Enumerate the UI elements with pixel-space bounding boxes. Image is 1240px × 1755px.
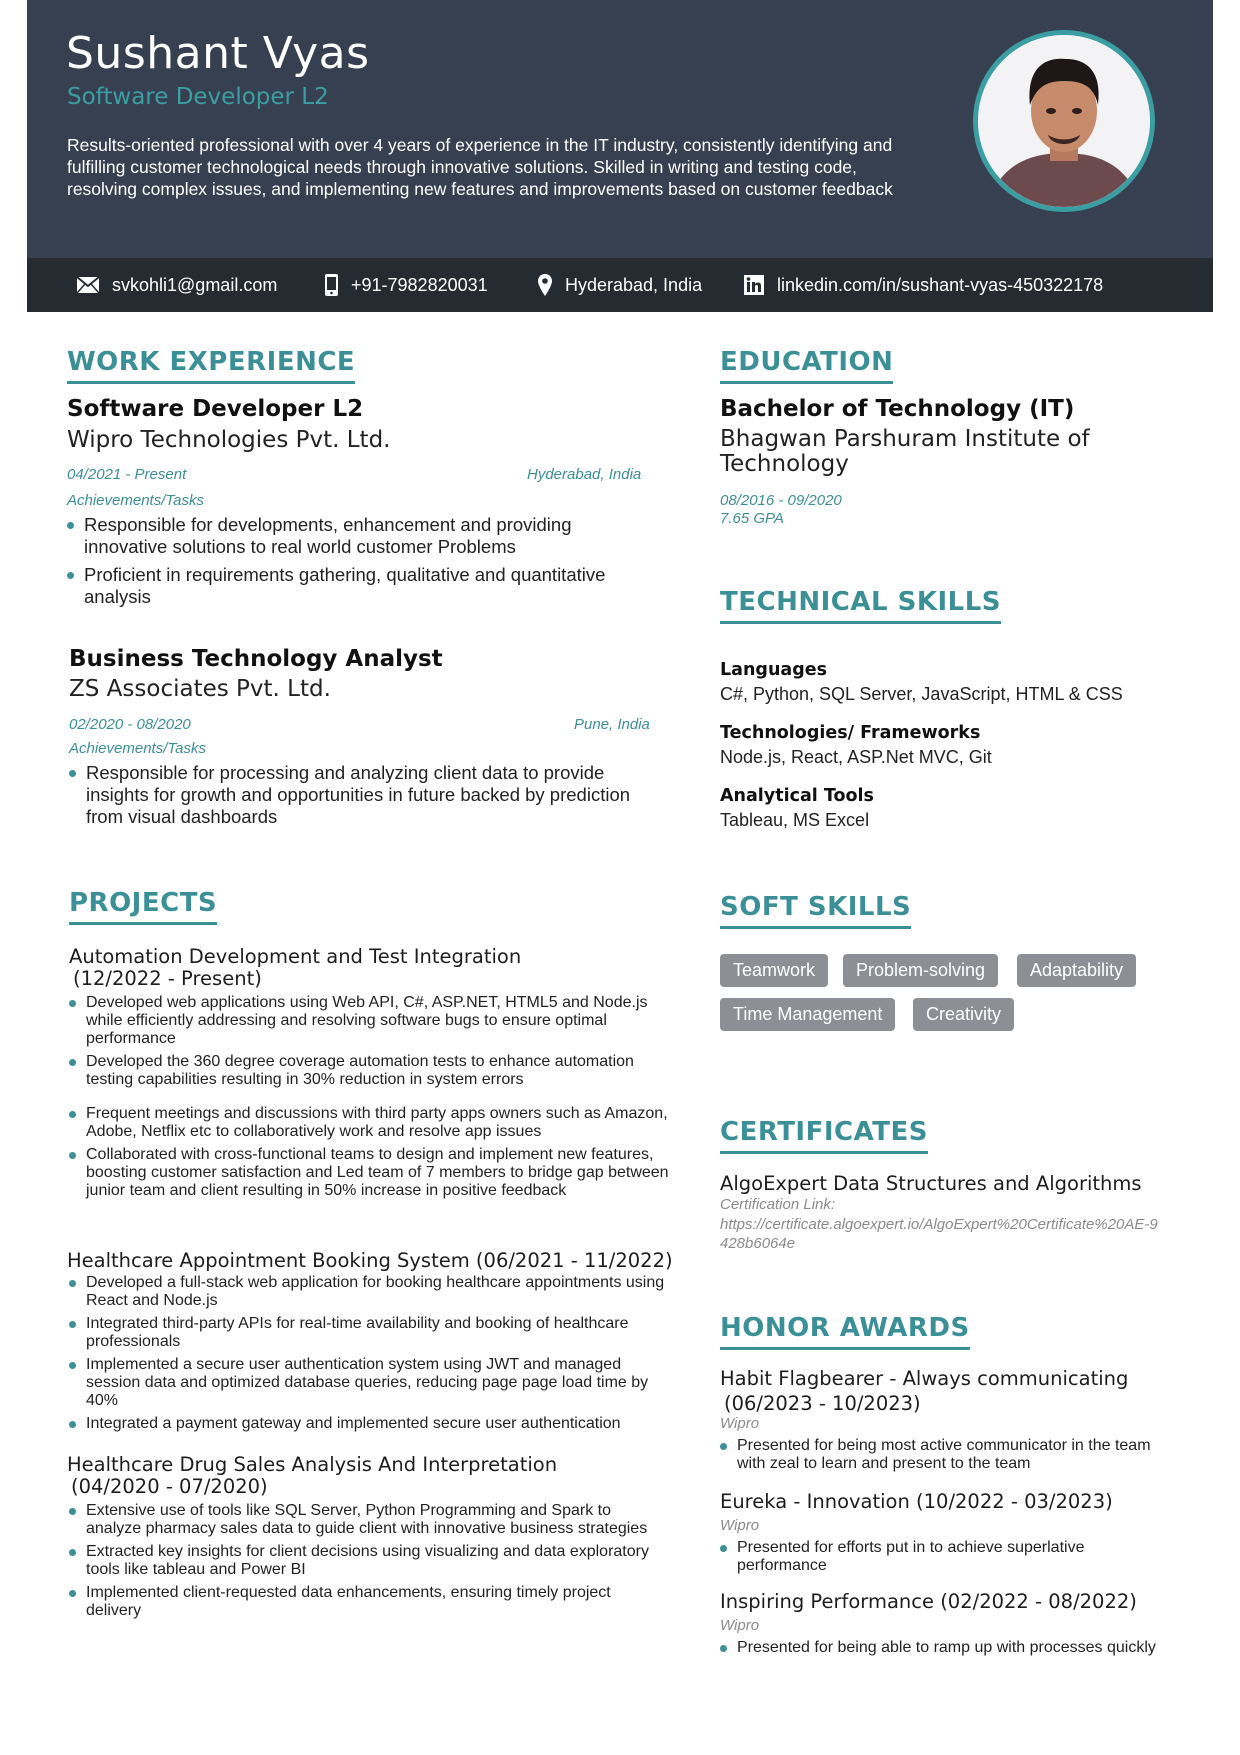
award-1-title	[720, 1366, 1180, 1416]
candidate-name: Sushant Vyas	[66, 28, 370, 79]
list-item: Frequent meetings and discussions with third party apps owners such as Amazon, Adobe, Netflix etc to collaboratively work and resolve app issues	[69, 1105, 669, 1141]
mail-icon	[76, 276, 100, 294]
project-3-bullets	[69, 1502, 659, 1625]
project-2-bullets	[69, 1274, 669, 1438]
award-3-title: Inspiring Performance (02/2022 - 08/2022)	[720, 1590, 1137, 1613]
job-2-dates: 02/2020 - 08/2020	[69, 716, 191, 733]
skill-frameworks-value: Node.js, React, ASP.Net MVC, Git	[720, 747, 992, 767]
linkedin-text[interactable]: linkedin.com/in/sushant-vyas-450322178	[777, 274, 1104, 295]
contact-email[interactable]	[76, 258, 277, 312]
list-item: Integrated a payment gateway and implemented secure user authentication	[69, 1415, 669, 1433]
skill-group-frameworks: Technologies/ Frameworks	[720, 723, 981, 743]
certificate-link[interactable]: https://certificate.algoexpert.io/AlgoExpert%20Certificate%20AE-9428b6064e	[720, 1216, 1158, 1252]
skill-languages-value: C#, Python, SQL Server, JavaScript, HTML & CSS	[720, 684, 1123, 704]
job-2-company: ZS Associates Pvt. Ltd.	[69, 676, 331, 702]
soft-skill-tag: Time Management	[720, 998, 895, 1031]
soft-skill-tag: Problem-solving	[843, 954, 998, 987]
project-1-bullets	[69, 994, 669, 1205]
candidate-role: Software Developer L2	[67, 84, 329, 110]
honor-awards-heading: HONOR AWARDS	[720, 1313, 970, 1343]
project-1-name: Automation Development and Test Integration	[69, 945, 522, 968]
job-1-dates: 04/2021 - Present	[67, 466, 187, 483]
list-item: Collaborated with cross-functional teams to design and implement new features, boosting customer satisfaction and Led team of 7 members to bridge gap between junior team and client resulting in 50% increase in positive feedback	[69, 1146, 669, 1200]
work-experience-heading: WORK EXPERIENCE	[67, 347, 356, 377]
location-text: Hyderabad, India	[565, 274, 703, 295]
job-1-company: Wipro Technologies Pvt. Ltd.	[67, 427, 391, 453]
list-item: Developed a full-stack web application for booking healthcare appointments using React and Node.js	[69, 1274, 669, 1310]
job-2-label: Achievements/Tasks	[69, 740, 207, 757]
job-2-title: Business Technology Analyst	[69, 646, 443, 672]
contact-bar	[27, 258, 1213, 312]
contact-phone[interactable]	[324, 258, 488, 312]
technical-skills-heading: TECHNICAL SKILLS	[720, 587, 1001, 617]
header-banner	[27, 0, 1213, 258]
job-1-location: Hyderabad, India	[527, 466, 642, 483]
list-item: Developed the 360 degree coverage automation tests to enhance automation testing capabilities resulting in 30% reduction in system errors	[69, 1053, 669, 1089]
list-item: Extracted key insights for client decisions using visualizing and data exploratory tools like tableau and Power BI	[69, 1543, 659, 1579]
phone-text[interactable]: +91-7982820031	[351, 274, 488, 295]
skill-group-languages: Languages	[720, 660, 828, 680]
list-item: Presented for efforts put in to achieve superlative performance	[720, 1539, 1160, 1575]
degree-name: Bachelor of Technology (IT)	[720, 396, 1075, 422]
certificate-link-label: Certification Link:	[720, 1196, 836, 1213]
list-item: Implemented client-requested data enhancements, ensuring timely project delivery	[69, 1584, 659, 1620]
award-1-bullets	[720, 1437, 1160, 1478]
soft-skill-tag: Teamwork	[720, 954, 828, 987]
project-3-title	[67, 1454, 667, 1498]
award-1-org: Wipro	[720, 1415, 760, 1432]
project-1-dates: (12/2022 - Present)	[73, 967, 262, 990]
skill-group-analytical: Analytical Tools	[720, 786, 874, 806]
soft-skill-tag: Adaptability	[1017, 954, 1136, 987]
profile-photo	[973, 30, 1155, 212]
job-2-location: Pune, India	[574, 716, 650, 733]
institute-name: Bhagwan Parshuram Institute of Technology	[720, 426, 1090, 477]
soft-skills-heading: SOFT SKILLS	[720, 892, 912, 922]
location-pin-icon	[537, 273, 553, 297]
projects-heading: PROJECTS	[69, 888, 218, 918]
award-3-bullets	[720, 1639, 1160, 1662]
list-item: Extensive use of tools like SQL Server, Python Programming and Spark to analyze pharmacy sales data to guide client with innovative business strategies	[69, 1502, 659, 1538]
list-item: Presented for being most active communicator in the team with zeal to learn and present to the team	[720, 1437, 1160, 1473]
job-1-title: Software Developer L2	[67, 396, 364, 422]
award-2-org: Wipro	[720, 1517, 760, 1534]
job-1-label: Achievements/Tasks	[67, 492, 205, 509]
certificates-heading: CERTIFICATES	[720, 1117, 928, 1147]
phone-icon	[324, 273, 339, 297]
list-item: Presented for being able to ramp up with processes quickly	[720, 1639, 1160, 1657]
list-item: Implemented a secure user authentication system using JWT and managed session data and optimized database queries, reducing page page load time by 40%	[69, 1356, 669, 1410]
education-dates: 08/2016 - 09/2020	[720, 492, 842, 509]
list-item: Responsible for processing and analyzing client data to provide insights for growth and opportunities in future backed by prediction from visual dashboards	[69, 762, 659, 828]
project-3-name: Healthcare Drug Sales Analysis And Interpretation	[67, 1453, 558, 1476]
soft-skill-tag: Creativity	[913, 998, 1014, 1031]
job-2-bullets	[69, 762, 659, 834]
project-3-dates: (04/2020 - 07/2020)	[71, 1475, 268, 1498]
skill-analytical-value: Tableau, MS Excel	[720, 810, 870, 830]
list-item: Responsible for developments, enhancement and providing innovative solutions to real world customer Problems	[67, 514, 647, 558]
list-item: Developed web applications using Web API, C#, ASP.NET, HTML5 and Node.js while efficiently addressing and resolving software bugs to ensure optimal performance	[69, 994, 669, 1048]
certificate-name: AlgoExpert Data Structures and Algorithms	[720, 1172, 1142, 1195]
award-2-bullets	[720, 1539, 1160, 1580]
contact-linkedin[interactable]	[743, 258, 1103, 312]
avatar-portrait-icon	[978, 35, 1150, 207]
contact-location	[537, 258, 702, 312]
linkedin-icon	[743, 274, 765, 296]
award-3-org: Wipro	[720, 1617, 760, 1634]
email-text[interactable]: svkohli1@gmail.com	[112, 274, 278, 295]
list-item: Integrated third-party APIs for real-time availability and booking of healthcare professionals	[69, 1315, 669, 1351]
project-2-title: Healthcare Appointment Booking System (06/2021 - 11/2022)	[67, 1249, 673, 1272]
award-2-title: Eureka - Innovation (10/2022 - 03/2023)	[720, 1490, 1113, 1513]
award-1-name: Habit Flagbearer - Always communicating	[720, 1367, 1129, 1390]
profile-summary: Results-oriented professional with over 4 years of experience in the IT industry, consistently identifying and fulfilling customer technological needs through innovative solutions. Skilled in writing and testing code, resolving complex issues, and implementing new features and improvements based on customer feedback	[67, 135, 893, 199]
job-1-bullets	[67, 514, 647, 614]
award-1-dates: (06/2023 - 10/2023)	[724, 1392, 921, 1415]
education-heading: EDUCATION	[720, 347, 894, 377]
project-1-title	[69, 946, 669, 990]
list-item: Proficient in requirements gathering, qualitative and quantitative analysis	[67, 564, 647, 608]
education-gpa: 7.65 GPA	[720, 510, 784, 527]
